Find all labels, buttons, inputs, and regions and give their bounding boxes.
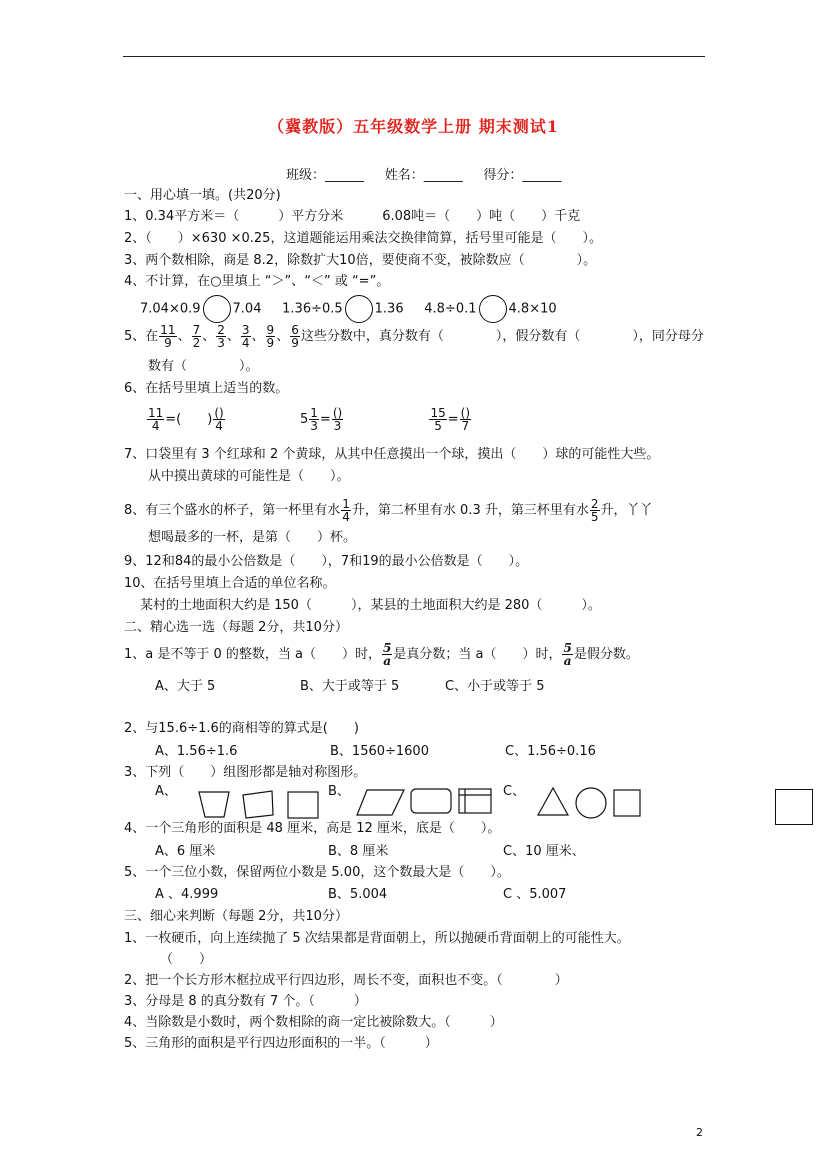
q5-suffix: 这些分数中，真分数有（ ），假分数有（ ），同分母分 — [300, 329, 704, 344]
q1-part-b: 是真分数；当 a（ ）时， — [393, 647, 562, 662]
s1-q2: 2、（ ）×630 ×0.25，这道题能运用乘法交换律简算，括号里可能是（ ）。 — [124, 231, 602, 246]
numerator: 2 — [217, 323, 225, 337]
parallelogram-shape — [357, 790, 404, 815]
class-label: 班级： — [286, 168, 326, 183]
option-a: A、6 厘米 — [155, 844, 216, 859]
s3-q3: 3、分母是 8 的真分数有 7 个。（ ） — [124, 994, 367, 1009]
name-blank: ______ — [423, 168, 463, 183]
separator: 、 — [202, 329, 216, 344]
q4c-right: 4.8×10 — [508, 301, 557, 317]
numerator: 1 — [342, 497, 350, 511]
equals: = — [447, 412, 459, 427]
section1-heading: 一、用心填一填。(共20分) — [124, 188, 281, 203]
denominator: 9 — [164, 336, 172, 350]
option-a: A、 — [155, 784, 177, 799]
s2-q3: 3、下列（ ）组图形都是轴对称图形。 — [124, 765, 367, 780]
whole-number: 5 — [299, 412, 309, 427]
window-rect-shape — [459, 789, 491, 813]
square-shape — [614, 790, 640, 816]
q4b-right: 1.36 — [374, 301, 404, 317]
option-a: A、大于 5 — [155, 679, 216, 694]
denominator: 4 — [342, 510, 350, 524]
s3-q1: 1、一枚硬币，向上连续抛了 5 次结果都是背面朝上，所以抛硬币背面朝上的可能性大。 — [124, 931, 630, 946]
option-c: C 、5.007 — [503, 887, 567, 902]
s3-q1-cont: （ ） — [160, 952, 213, 967]
numerator: 11 — [148, 406, 164, 420]
s3-q4: 4、当除数是小数时，两个数相除的商一定比被除数大。（ ） — [124, 1015, 503, 1030]
s1-q10: 10、在括号里填上合适的单位名称。 — [124, 576, 336, 591]
option-c: C、 — [503, 784, 526, 799]
option-b: B、1560÷1600 — [330, 744, 429, 759]
triangle-shape — [538, 788, 568, 815]
s2-q2: 2、与15.6÷1.6的商相等的算式是( ) — [124, 721, 359, 736]
q4a-right: 7.04 — [232, 301, 262, 317]
numerator: 5 — [383, 641, 392, 655]
q5-prefix: 5、在 — [124, 329, 159, 344]
option-c: C、10 厘米、 — [503, 844, 585, 859]
s1-q1: 1、0.34平方米＝（ ）平方分米 6.08吨＝（ ）吨（ ）千克 — [124, 209, 581, 224]
numerator: 3 — [241, 323, 250, 337]
s2-q5: 5、一个三位小数，保留两位小数是 5.00，这个数最大是（ ）。 — [124, 865, 510, 880]
separator: 、 — [177, 329, 191, 344]
s1-q5-cont: 数有（ ）。 — [148, 359, 259, 374]
denominator: 3 — [217, 336, 225, 350]
circle-shape — [576, 788, 606, 818]
option-c: C、1.56÷0.16 — [505, 744, 596, 759]
q6a-middle: =( ) — [165, 412, 213, 427]
numerator: 11 — [160, 323, 176, 337]
denominator: a — [383, 654, 392, 668]
numerator: 9 — [266, 323, 275, 337]
s1-q10-cont: 某村的土地面积大约是 150（ ），某县的土地面积大约是 280（ ）。 — [140, 598, 601, 613]
option-c: C、小于或等于 5 — [445, 679, 545, 694]
option-b: B、5.004 — [328, 887, 388, 902]
numerator: 2 — [590, 497, 599, 511]
denominator: 9 — [266, 336, 275, 350]
option-b: B、 — [328, 784, 350, 799]
separator: 、 — [276, 329, 290, 344]
s1-q7-cont: 从中摸出黄球的可能性是（ ）。 — [148, 469, 350, 484]
s1-q7: 7、口袋里有 3 个红球和 2 个黄球，从其中任意摸出一个球，摸出（ ）球的可能性大些。 — [124, 447, 660, 462]
numerator: 1 — [310, 406, 318, 420]
q4b-left: 1.36÷0.5 — [282, 301, 343, 317]
q1-part-c: 是假分数。 — [573, 647, 639, 662]
denominator: 4 — [151, 419, 160, 433]
denominator: 5 — [434, 419, 442, 433]
q8-suffix: 升，丫丫 — [600, 503, 653, 518]
irregular-quad-shape — [243, 791, 273, 818]
q8-prefix: 8、有三个盛水的杯子，第一杯里有水 — [124, 503, 341, 518]
q4c-left: 4.8÷0.1 — [424, 301, 477, 317]
q4a-left: 7.04×0.9 — [140, 301, 201, 317]
numerator: 7 — [192, 323, 201, 337]
numerator: 6 — [291, 323, 299, 337]
page-title: （冀教版）五年级数学上册 期末测试1 — [268, 117, 559, 136]
s1-q9: 9、12和84的最小公倍数是（ ），7和19的最小公倍数是（ ）。 — [124, 554, 529, 569]
separator: 、 — [251, 329, 265, 344]
numerator: () — [332, 406, 343, 420]
name-label: 姓名： — [384, 168, 424, 183]
denominator: 5 — [590, 510, 599, 524]
side-box — [775, 789, 813, 825]
option-b: B、大于或等于 5 — [300, 679, 400, 694]
numerator: () — [214, 406, 224, 420]
denominator: 7 — [461, 419, 470, 433]
equals: = — [319, 412, 331, 427]
s1-q6: 6、在括号里填上适当的数。 — [124, 381, 289, 396]
option-b: B、8 厘米 — [328, 844, 389, 859]
denominator: 9 — [291, 336, 299, 350]
page-number: 2 — [696, 1126, 703, 1139]
numerator: 15 — [430, 406, 446, 420]
q8-middle: 升，第二杯里有水 0.3 升，第三杯里有水 — [351, 503, 589, 518]
s3-q5: 5、三角形的面积是平行四边形面积的一半。（ ） — [124, 1036, 438, 1051]
rounded-rect-shape — [411, 789, 451, 813]
s1-q8-cont: 想喝最多的一杯，是第（ ）杯。 — [148, 530, 357, 545]
denominator: 3 — [310, 419, 318, 433]
section3-heading: 三、细心来判断（每题 2分，共10分） — [124, 909, 348, 924]
q1-part-a: 1、a 是不等于 0 的整数，当 a（ ）时， — [124, 647, 382, 662]
section2-heading: 二、精心选一选（每题 2分，共10分） — [124, 620, 348, 635]
numerator: 5 — [563, 641, 572, 655]
denominator: 4 — [241, 336, 250, 350]
s1-q4: 4、不计算，在○里填上 “＞”、“＜” 或 “=”。 — [124, 274, 390, 289]
s2-q4: 4、一个三角形的面积是 48 厘米，高是 12 厘米，底是（ ）。 — [124, 821, 501, 836]
score-label: 得分： — [483, 168, 523, 183]
s3-q2: 2、把一个长方形木框拉成平行四边形，周长不变，面积也不变。（ ） — [124, 973, 568, 988]
separator: 、 — [226, 329, 240, 344]
square-shape — [288, 792, 318, 818]
option-a: A、1.56÷1.6 — [155, 744, 238, 759]
numerator: () — [460, 406, 471, 420]
denominator: 3 — [333, 419, 342, 433]
s1-q3: 3、两个数相除，商是 8.2，除数扩大10倍，要使商不变，被除数应（ ）。 — [124, 253, 597, 268]
trapezoid-shape — [199, 792, 229, 817]
denominator: a — [563, 654, 572, 668]
option-a: A 、4.999 — [155, 887, 219, 902]
score-blank: ______ — [522, 168, 562, 183]
denominator: 2 — [192, 336, 201, 350]
denominator: 4 — [215, 419, 223, 433]
class-blank: ______ — [325, 168, 365, 183]
